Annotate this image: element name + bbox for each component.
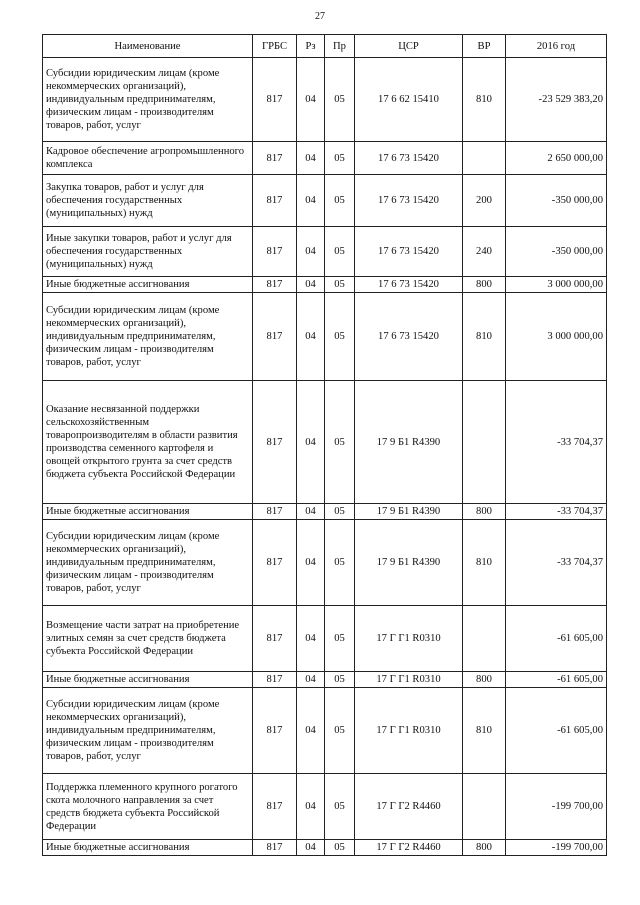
row-sum: 2 650 000,00 [506, 142, 607, 175]
row-grbs: 817 [253, 381, 297, 504]
row-sum: -33 704,37 [506, 520, 607, 606]
table-row [43, 840, 607, 856]
row-rz: 04 [297, 606, 325, 672]
row-name: Иные бюджетные ассигнования [43, 672, 253, 688]
row-sum: 3 000 000,00 [506, 293, 607, 381]
row-csr: 17 Г Г2 R4460 [355, 774, 463, 840]
table-row [43, 277, 607, 293]
row-vr: 810 [463, 58, 506, 142]
row-pr: 05 [325, 672, 355, 688]
header-vr: ВР [463, 35, 506, 58]
table-row [43, 142, 607, 175]
row-csr: 17 6 62 15410 [355, 58, 463, 142]
row-vr [463, 142, 506, 175]
row-name: Закупка товаров, работ и услуг для обеспечения государственных (муниципальных) нужд [43, 175, 253, 227]
table-row [43, 227, 607, 277]
row-name: Иные бюджетные ассигнования [43, 277, 253, 293]
page-number: 27 [315, 11, 325, 22]
row-vr [463, 774, 506, 840]
table-row [43, 606, 607, 672]
row-sum: -23 529 383,20 [506, 58, 607, 142]
table-row [43, 504, 607, 520]
header-pr: Пр [325, 35, 355, 58]
row-pr: 05 [325, 688, 355, 774]
row-csr: 17 Г Г2 R4460 [355, 840, 463, 856]
row-rz: 04 [297, 504, 325, 520]
row-vr: 810 [463, 688, 506, 774]
row-vr: 800 [463, 504, 506, 520]
row-rz: 04 [297, 277, 325, 293]
table-row [43, 381, 607, 504]
header-csr: ЦСР [355, 35, 463, 58]
table-row [43, 672, 607, 688]
row-rz: 04 [297, 688, 325, 774]
row-name: Иные бюджетные ассигнования [43, 840, 253, 856]
row-rz: 04 [297, 774, 325, 840]
row-csr: 17 Г Г1 R0310 [355, 606, 463, 672]
row-rz: 04 [297, 293, 325, 381]
row-sum: -61 605,00 [506, 688, 607, 774]
row-csr: 17 6 73 15420 [355, 175, 463, 227]
row-pr: 05 [325, 381, 355, 504]
row-pr: 05 [325, 277, 355, 293]
row-grbs: 817 [253, 142, 297, 175]
row-grbs: 817 [253, 774, 297, 840]
row-sum: -350 000,00 [506, 227, 607, 277]
row-name: Иные бюджетные ассигнования [43, 504, 253, 520]
row-vr [463, 381, 506, 504]
row-vr: 200 [463, 175, 506, 227]
row-rz: 04 [297, 520, 325, 606]
row-csr: 17 Г Г1 R0310 [355, 672, 463, 688]
table-row [43, 293, 607, 381]
row-name: Субсидии юридическим лицам (кроме некоммерческих организаций), индивидуальным предпринимателям, физическим лицам - производителям товаров, работ, услуг [43, 688, 253, 774]
row-name: Субсидии юридическим лицам (кроме некоммерческих организаций), индивидуальным предпринимателям, физическим лицам - производителям товаров, работ, услуг [43, 58, 253, 142]
row-name: Иные закупки товаров, работ и услуг для обеспечения государственных (муниципальных) нужд [43, 227, 253, 277]
row-grbs: 817 [253, 606, 297, 672]
row-csr: 17 9 Б1 R4390 [355, 520, 463, 606]
row-name: Кадровое обеспечение агропромышленного комплекса [43, 142, 253, 175]
row-sum: -350 000,00 [506, 175, 607, 227]
row-name: Субсидии юридическим лицам (кроме некоммерческих организаций), индивидуальным предпринимателям, физическим лицам - производителям товаров, работ, услуг [43, 293, 253, 381]
table-row [43, 520, 607, 606]
row-name: Возмещение части затрат на приобретение элитных семян за счет средств бюджета субъекта Российской Федерации [43, 606, 253, 672]
row-csr: 17 6 73 15420 [355, 227, 463, 277]
row-pr: 05 [325, 227, 355, 277]
row-pr: 05 [325, 175, 355, 227]
row-csr: 17 6 73 15420 [355, 277, 463, 293]
row-vr [463, 606, 506, 672]
row-rz: 04 [297, 58, 325, 142]
row-pr: 05 [325, 142, 355, 175]
row-grbs: 817 [253, 520, 297, 606]
row-csr: 17 6 73 15420 [355, 142, 463, 175]
header-year: 2016 год [506, 35, 607, 58]
row-pr: 05 [325, 840, 355, 856]
header-rz: Рз [297, 35, 325, 58]
row-csr: 17 6 73 15420 [355, 293, 463, 381]
row-grbs: 817 [253, 840, 297, 856]
row-sum: -61 605,00 [506, 672, 607, 688]
row-sum: -199 700,00 [506, 840, 607, 856]
header-name: Наименование [43, 35, 253, 58]
row-pr: 05 [325, 774, 355, 840]
row-rz: 04 [297, 142, 325, 175]
row-pr: 05 [325, 293, 355, 381]
row-rz: 04 [297, 227, 325, 277]
row-rz: 04 [297, 840, 325, 856]
row-rz: 04 [297, 672, 325, 688]
row-vr: 810 [463, 520, 506, 606]
header-grbs: ГРБС [253, 35, 297, 58]
row-grbs: 817 [253, 227, 297, 277]
row-rz: 04 [297, 381, 325, 504]
row-pr: 05 [325, 58, 355, 142]
row-grbs: 817 [253, 504, 297, 520]
row-name: Оказание несвязанной поддержки сельскохозяйственным товаропроизводителям в области развития производства семенного картофеля и овощей открытого грунта за счет средств бюджета субъекта Российской Федерации [43, 381, 253, 504]
row-grbs: 817 [253, 672, 297, 688]
row-csr: 17 9 Б1 R4390 [355, 381, 463, 504]
row-grbs: 817 [253, 688, 297, 774]
row-sum: -33 704,37 [506, 381, 607, 504]
row-csr: 17 9 Б1 R4390 [355, 504, 463, 520]
row-rz: 04 [297, 175, 325, 227]
row-sum: 3 000 000,00 [506, 277, 607, 293]
row-grbs: 817 [253, 58, 297, 142]
row-grbs: 817 [253, 293, 297, 381]
budget-table [42, 34, 607, 856]
row-vr: 800 [463, 840, 506, 856]
row-pr: 05 [325, 504, 355, 520]
row-vr: 810 [463, 293, 506, 381]
row-name: Субсидии юридическим лицам (кроме некоммерческих организаций), индивидуальным предпринимателям, физическим лицам - производителям товаров, работ, услуг [43, 520, 253, 606]
row-vr: 800 [463, 277, 506, 293]
table-row [43, 58, 607, 142]
table-row [43, 688, 607, 774]
row-sum: -33 704,37 [506, 504, 607, 520]
row-sum: -61 605,00 [506, 606, 607, 672]
row-pr: 05 [325, 520, 355, 606]
row-grbs: 817 [253, 277, 297, 293]
row-grbs: 817 [253, 175, 297, 227]
row-name: Поддержка племенного крупного рогатого скота молочного направления за счет средств бюджета субъекта Российской Федерации [43, 774, 253, 840]
table-row [43, 774, 607, 840]
row-vr: 240 [463, 227, 506, 277]
row-csr: 17 Г Г1 R0310 [355, 688, 463, 774]
row-sum: -199 700,00 [506, 774, 607, 840]
header-row [43, 35, 607, 58]
row-vr: 800 [463, 672, 506, 688]
table-row [43, 175, 607, 227]
row-pr: 05 [325, 606, 355, 672]
